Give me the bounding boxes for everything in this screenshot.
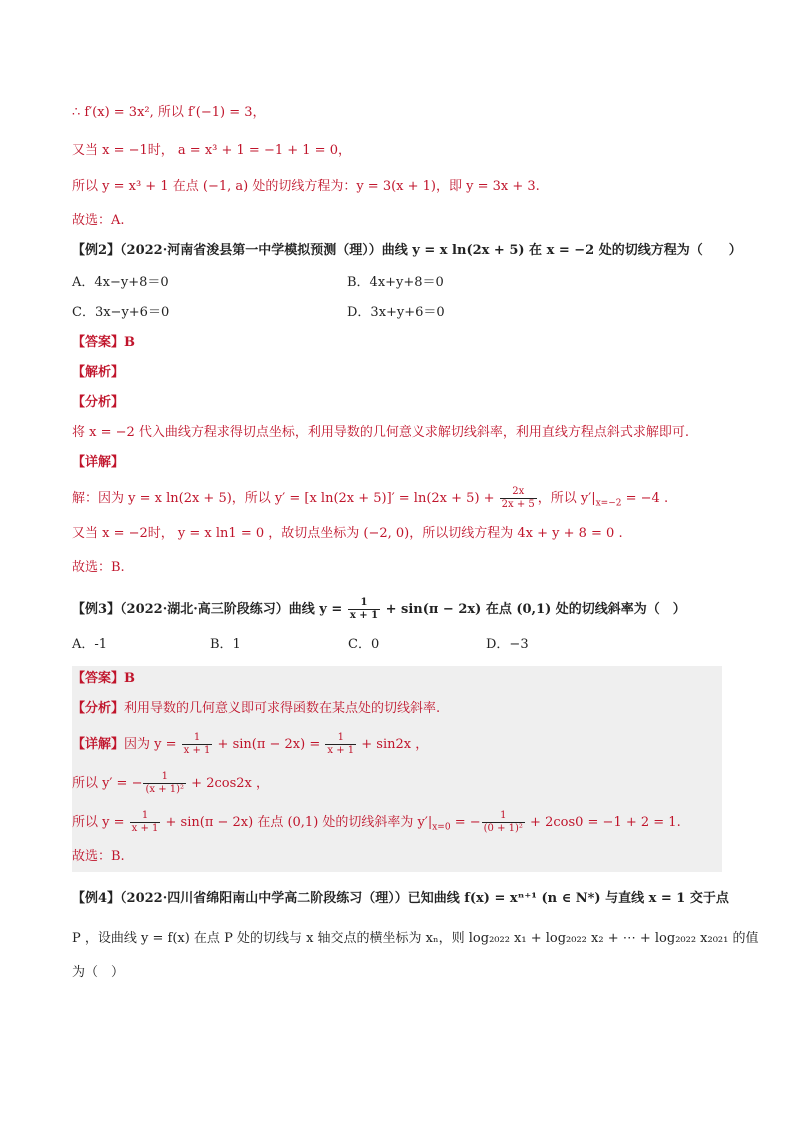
detail-text: = − <box>450 814 481 830</box>
detail-text: 所以 y′ = − <box>72 775 143 791</box>
option-b: B．1 <box>210 636 241 652</box>
detail-text: = −4 . <box>621 491 669 506</box>
example-3-title <box>72 597 722 622</box>
detail-text: + sin(π − 2x) 在点 (0,1) 处的切线斜率为 y′| <box>161 814 433 830</box>
example-2-analysis-label: 【解析】 <box>72 365 125 380</box>
eval-subscript: x=0 <box>432 822 451 833</box>
solution-line-2: 又当 x = −1时， a = x³ + 1 = −1 + 1 = 0， <box>72 143 351 158</box>
solution-line-1: ∴ f′(x) = 3x², 所以 f′(−1) = 3， <box>72 105 266 120</box>
title-text: 【例3】（2022·湖北·高三阶段练习）曲线 y = <box>72 601 347 617</box>
example-3-detail-line-2 <box>72 771 722 796</box>
detail-text: 因为 y = <box>124 736 181 752</box>
fraction <box>348 597 380 622</box>
example-2-fenxi-text: 将 x = −2 代入曲线方程求得切点坐标，利用导数的几何意义求解切线斜率，利用直线方程点斜式求解即可. <box>72 425 690 440</box>
option-c: C．3x−y+6＝0 <box>72 305 170 320</box>
numerator: 2x <box>500 486 537 499</box>
denominator: (x + 1)² <box>145 783 185 795</box>
numerator: 1 <box>130 810 161 823</box>
example-3-solution-box <box>72 666 722 873</box>
example-2-fenxi-label: 【分析】 <box>72 395 125 410</box>
denominator: x + 1 <box>131 822 159 834</box>
detail-text: + 2cos0 = −1 + 2 = 1. <box>525 814 681 830</box>
detail-label: 【详解】 <box>72 736 125 752</box>
fenxi-text: 利用导数的几何意义即可求得函数在某点处的切线斜率. <box>124 700 441 716</box>
example-2-options-row-2 <box>72 304 722 322</box>
example-3-answer: 【答案】B <box>72 670 135 686</box>
numerator: 1 <box>143 771 186 784</box>
denominator: 2x + 5 <box>501 499 535 510</box>
fraction <box>325 732 356 757</box>
numerator: 1 <box>182 732 213 745</box>
option-d: D．3x+y+6＝0 <box>347 305 445 320</box>
fraction <box>143 771 186 796</box>
denominator: (0 + 1)² <box>483 822 523 834</box>
example-2-detail-line-2: 又当 x = −2时， y = x ln1 = 0 ，故切点坐标为 (−2, 0)，所以切线方程为 4x + y + 8 = 0 . <box>72 525 623 541</box>
denominator: x + 1 <box>327 744 355 756</box>
example-2-title: 【例2】（2022·河南省浚县第一中学模拟预测（理））曲线 y = x ln(2x + 5) 在 x = −2 处的切线方程为（ ） <box>72 243 742 258</box>
detail-text: + 2cos2x ， <box>187 775 269 791</box>
example-4-line-2: P ，设曲线 y = f(x) 在点 P 处的切线与 x 轴交点的横坐标为 xₙ，则 log₂₀₂₂ x₁ + log₂₀₂₂ x₂ + ⋯ + log₂₀₂₂ x₂₀₂₁ 的值 <box>72 931 759 947</box>
example-3-choice: 故选：B. <box>72 849 125 865</box>
example-2-detail-line-1 <box>72 486 722 513</box>
example-2-choice: 故选：B. <box>72 559 125 575</box>
denominator: x + 1 <box>349 609 379 621</box>
example-2-options-row-1 <box>72 274 722 292</box>
detail-text: 所以 y = <box>72 814 129 830</box>
example-4-line-3: 为（ ） <box>72 965 125 981</box>
example-2-detail-label: 【详解】 <box>72 455 125 470</box>
example-3-fenxi <box>72 700 722 718</box>
option-d: D．−3 <box>486 636 529 652</box>
solution-choice: 故选：A. <box>72 213 125 228</box>
example-2-answer: 【答案】B <box>72 335 135 350</box>
numerator: 1 <box>325 732 356 745</box>
fenxi-label: 【分析】 <box>72 700 125 716</box>
detail-text: ，所以 y′| <box>537 491 596 506</box>
option-c: C．0 <box>348 636 380 652</box>
example-4-title: 【例4】（2022·四川省绵阳南山中学高二阶段练习（理））已知曲线 f(x) = xⁿ⁺¹ (n ∈ N*) 与直线 x = 1 交于点 <box>72 891 729 907</box>
numerator: 1 <box>482 810 525 823</box>
example-3-options <box>72 636 722 654</box>
detail-text: 解：因为 y = x ln(2x + 5)，所以 y′ = [x ln(2x + 5)]′ = ln(2x + 5) + <box>72 491 499 506</box>
example-3-detail-line-1 <box>72 732 722 757</box>
fraction <box>482 810 525 835</box>
example-3-detail-line-3 <box>72 810 722 837</box>
numerator: 1 <box>348 597 380 610</box>
solution-line-3: 所以 y = x³ + 1 在点 (−1, a) 处的切线方程为：y = 3(x + 1)，即 y = 3x + 3. <box>72 179 540 194</box>
detail-text: + sin(π − 2x) = <box>213 736 325 752</box>
option-b: B．4x+y+8＝0 <box>347 275 444 290</box>
title-text: + sin(π − 2x) 在点 (0,1) 处的切线斜率为（ ） <box>381 601 686 617</box>
fraction <box>130 810 161 835</box>
document-body <box>72 104 759 982</box>
detail-text: + sin2x ， <box>357 736 429 752</box>
denominator: x + 1 <box>183 744 211 756</box>
eval-subscript: x=−2 <box>595 498 622 509</box>
fraction <box>500 486 537 511</box>
fraction <box>182 732 213 757</box>
option-a: A．-1 <box>72 636 108 652</box>
option-a: A．4x−y+8＝0 <box>72 275 169 290</box>
